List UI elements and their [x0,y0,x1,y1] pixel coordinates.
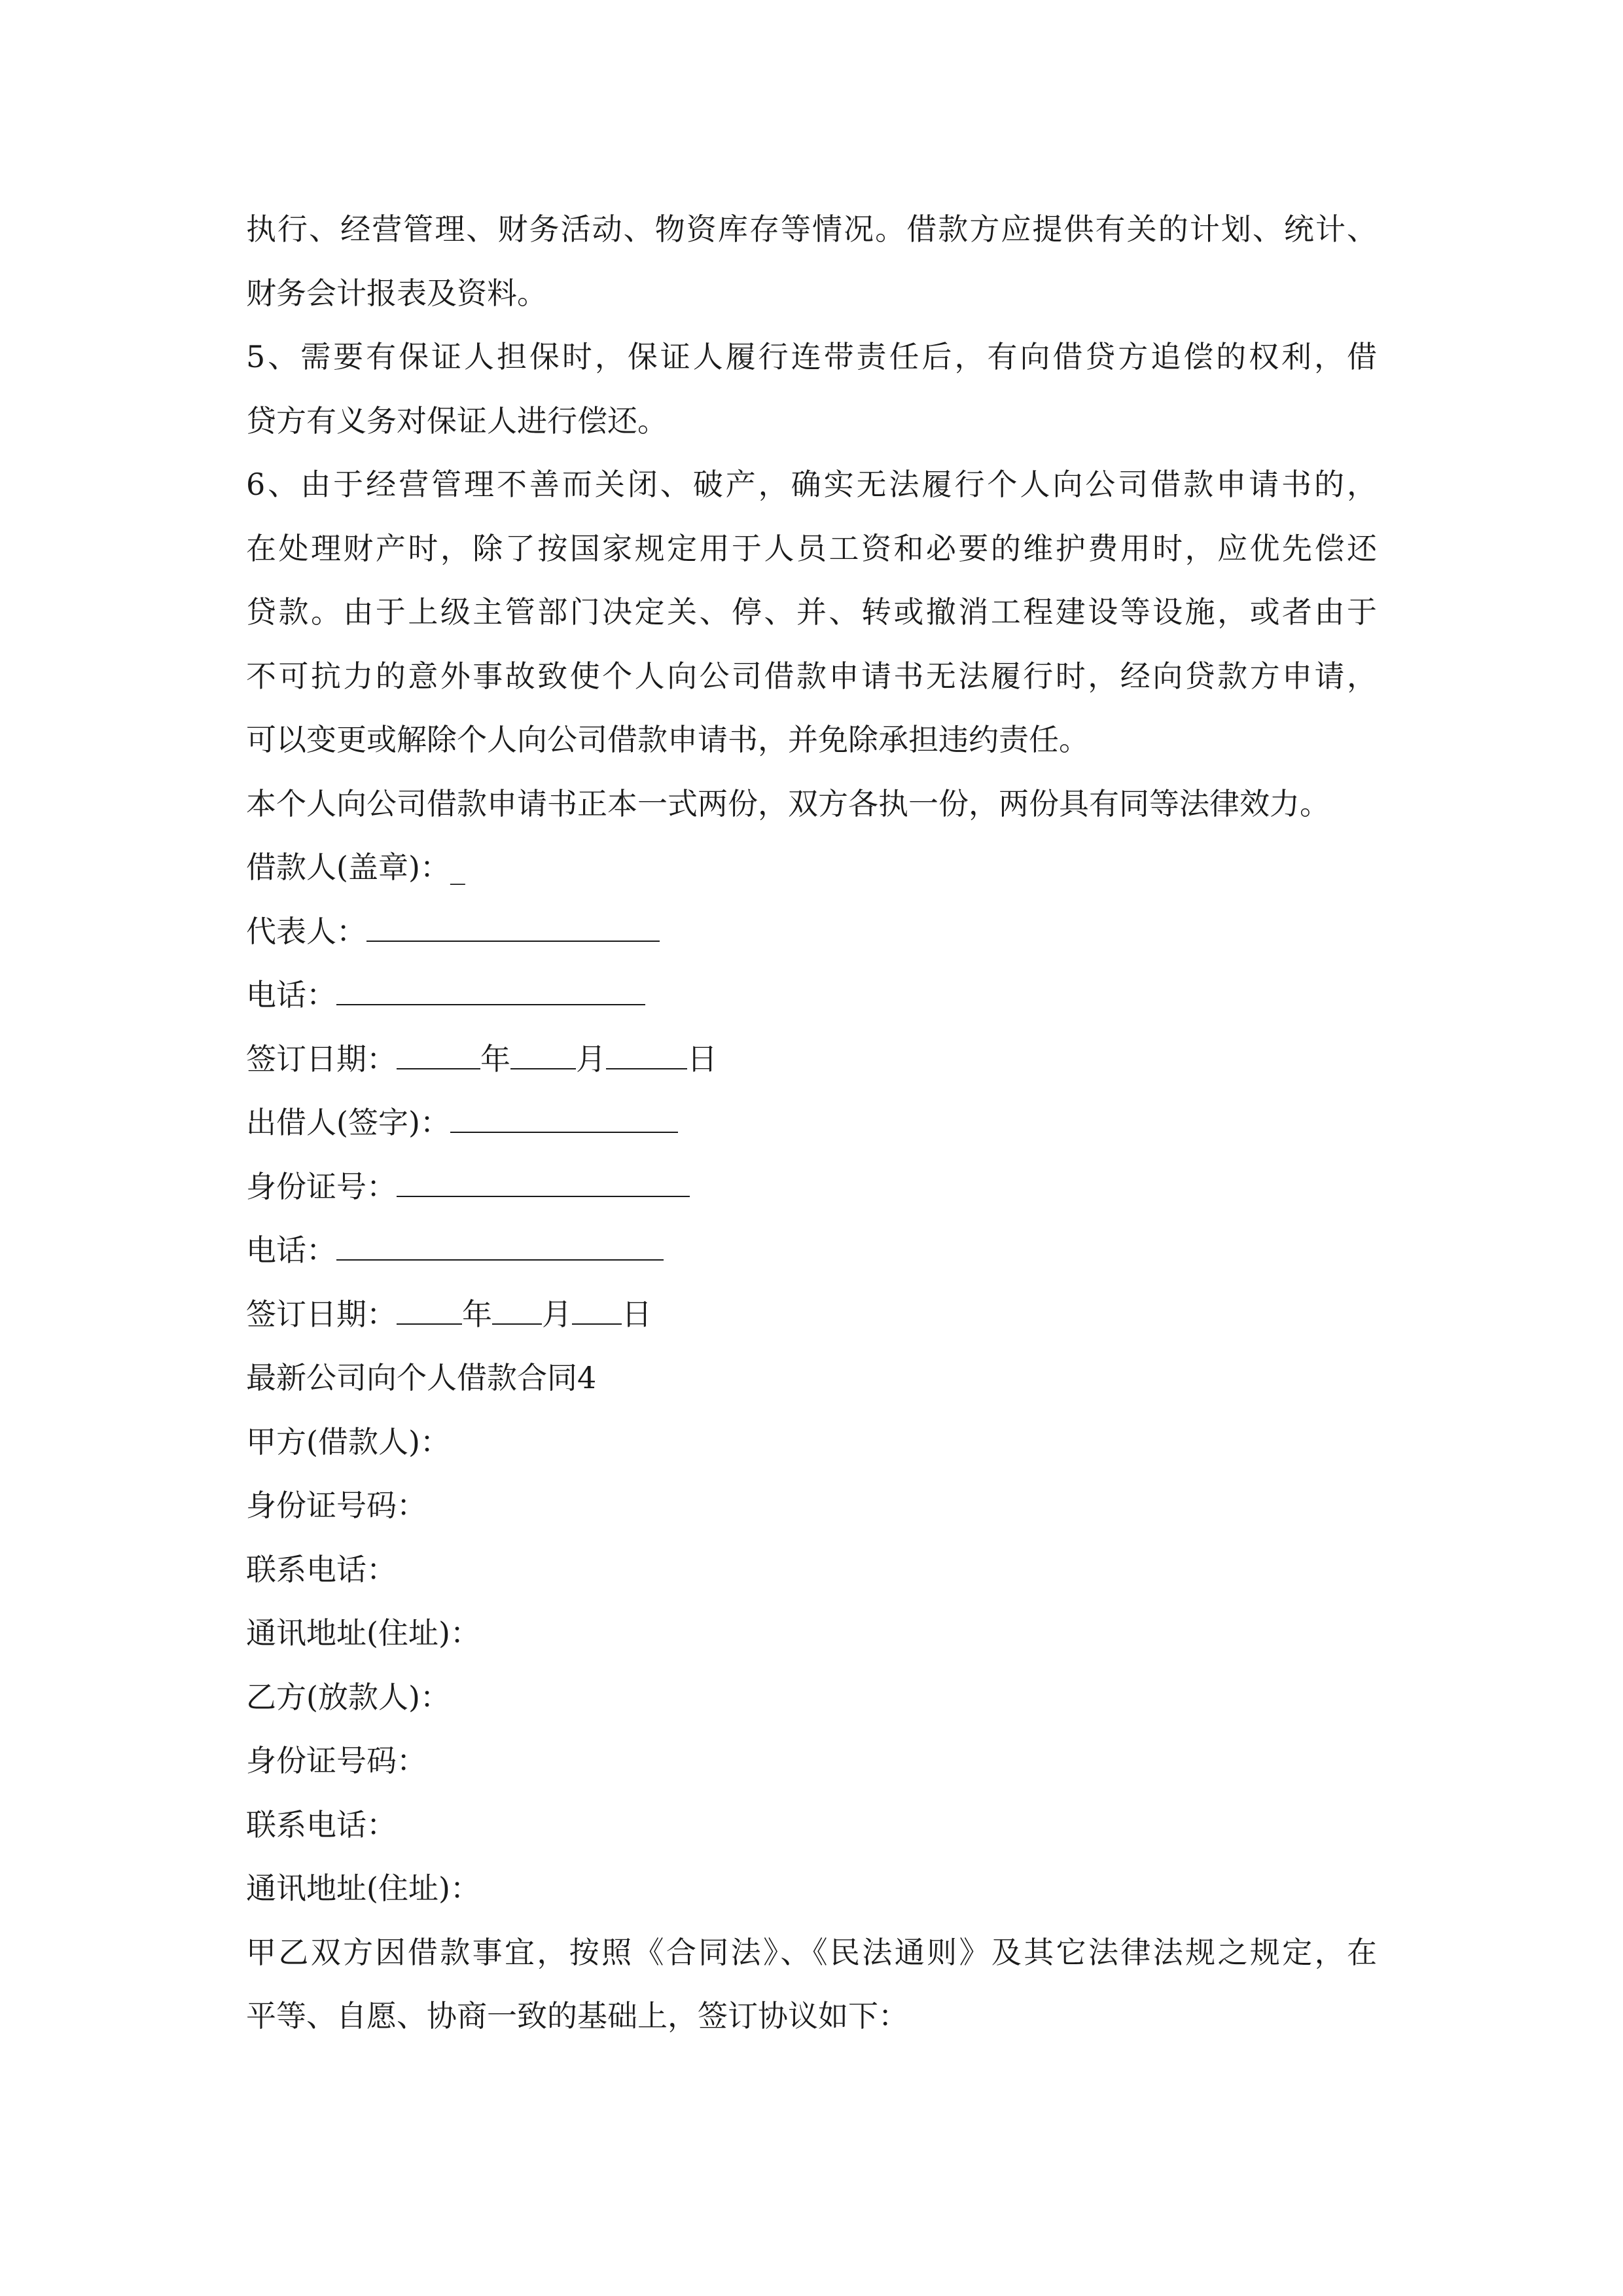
clause-6-line: 贷款。由于上级主管部门决定关、停、并、转或撤消工程建设等设施，或者由于 [246,594,1377,630]
year-blank [397,1041,480,1069]
borrower-seal-label: 借款人(盖章)：_ [246,850,465,885]
phone-blank [336,1232,664,1261]
day-blank [572,1296,622,1325]
month-blank [510,1041,576,1069]
phone-label: 电话： [246,1232,336,1268]
lender-sign-blank [450,1104,678,1133]
id-number-row [246,1167,690,1206]
month-label: 月 [542,1297,572,1332]
lender-sign-row [246,1103,678,1142]
clause-6-line: 不可抗力的意外事故致使个人向公司借款申请书无法履行时，经向贷款方申请， [246,658,1377,694]
sign-date-label: 签订日期： [246,1041,397,1077]
phone-blank [336,977,645,1005]
day-label: 日 [687,1041,717,1077]
party-b-phone-label: 联系电话： [246,1807,397,1842]
party-b-id-label: 身份证号码： [246,1743,427,1778]
clause-6-line: 在处理财产时，除了按国家规定用于人员工资和必要的维护费用时，应优先偿还 [246,531,1377,566]
day-blank [606,1041,687,1069]
party-b-label: 乙方(放款人)： [246,1679,450,1715]
month-blank [492,1296,542,1325]
clause-5-line: 贷方有义务对保证人进行偿还。 [246,403,668,439]
party-b-address-label: 通讯地址(住址)： [246,1871,480,1906]
copies-statement: 本个人向公司借款申请书正本一式两份，双方各执一份，两份具有同等法律效力。 [246,786,1330,821]
sign-date-row [246,1039,717,1079]
year-label: 年 [462,1297,492,1332]
preamble-line: 平等、自愿、协商一致的基础上，签订协议如下： [246,1998,908,2034]
preamble-line: 甲乙双方因借款事宜，按照《合同法》、《民法通则》及其它法律法规之规定，在 [246,1935,1377,1970]
representative-blank [366,913,660,942]
clause-6-line: 可以变更或解除个人向公司借款申请书，并免除承担违约责任。 [246,722,1089,757]
clause-5-line: 5、需要有保证人担保时，保证人履行连带责任后，有向借贷方追偿的权利，借 [246,339,1377,374]
party-a-label: 甲方(借款人)： [246,1424,450,1460]
id-number-label: 身份证号： [246,1169,397,1204]
phone-row [246,975,645,1014]
representative-row [246,912,660,951]
phone-row [246,1230,664,1270]
day-label: 日 [622,1297,652,1332]
representative-label: 代表人： [246,914,366,949]
contract-title: 最新公司向个人借款合同4 [246,1360,597,1395]
sign-date-row [246,1295,652,1334]
clause-6-line: 6、由于经营管理不善而关闭、破产，确实无法履行个人向公司借款申请书的， [246,467,1377,502]
id-number-blank [397,1168,690,1197]
year-label: 年 [480,1041,510,1077]
party-a-address-label: 通讯地址(住址)： [246,1615,480,1651]
party-a-id-label: 身份证号码： [246,1488,427,1523]
month-label: 月 [576,1041,606,1077]
phone-label: 电话： [246,977,336,1013]
clause-text-line: 财务会计报表及资料。 [246,276,547,311]
sign-date-label: 签订日期： [246,1297,397,1332]
clause-text-line: 执行、经营管理、财务活动、物资库存等情况。借款方应提供有关的计划、统计、 [246,211,1377,247]
lender-sign-label: 出借人(签字)： [246,1105,450,1140]
party-a-phone-label: 联系电话： [246,1552,397,1587]
year-blank [397,1296,462,1325]
